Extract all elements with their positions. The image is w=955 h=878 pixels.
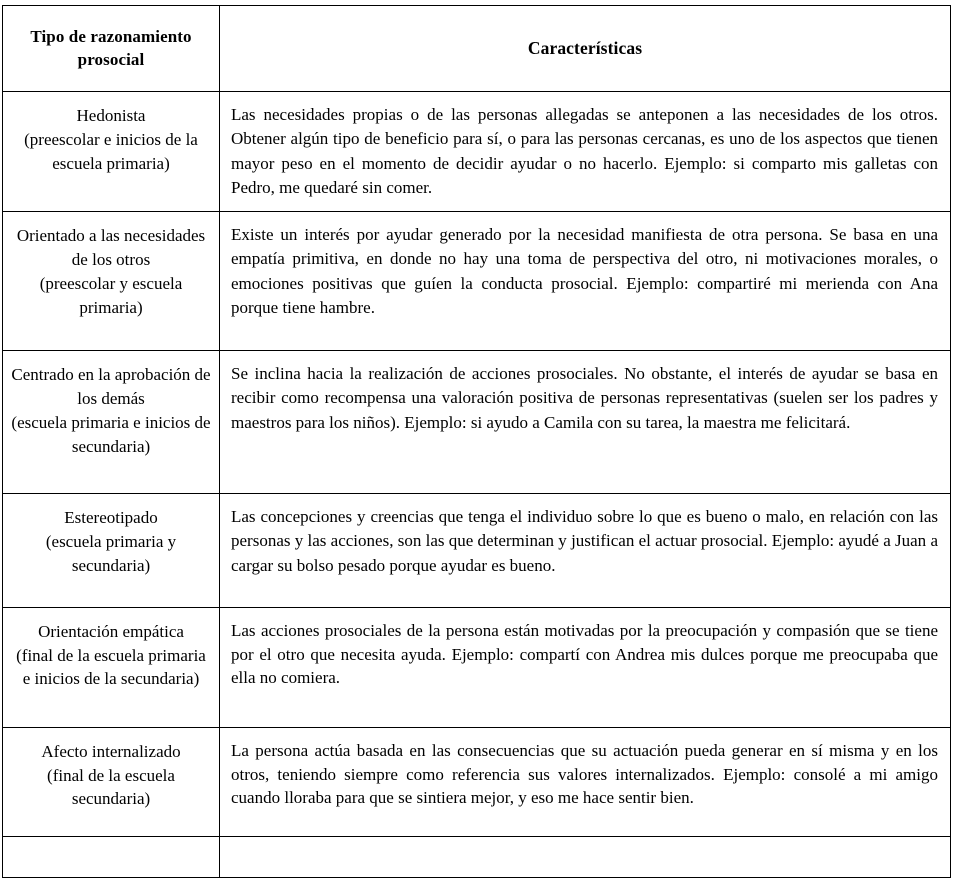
caracteristicas-text: Las concepciones y creencias que tenga el individuo sobre lo que es bueno o malo, en relación con las personas y las acciones, son las que determinan y justifican el actuar prosocial. Ejemplo: ayudé a Juan a cargar su bolso pesado porque ayudar es bueno. xyxy=(231,506,938,575)
cell-caracteristicas xyxy=(220,727,951,836)
table-row xyxy=(3,92,951,212)
cell-caracteristicas xyxy=(220,493,951,607)
caracteristicas-text: Las necesidades propias o de las personas allegadas se anteponen a las necesidades de los otros. Obtener algún tipo de beneficio para sí, o para las personas cercanas, es uno de los aspectos que tienen mayor peso en el momento de decidir ayudar o no hacerlo. Ejemplo: si comparto mis galletas con Pedro, me quedaré sin comer. xyxy=(231,105,938,198)
cell-caracteristicas xyxy=(220,607,951,727)
cell-caracteristicas xyxy=(220,92,951,212)
table-row xyxy=(3,607,951,727)
caracteristicas-text: Se inclina hacia la realización de acciones prosociales. No obstante, el interés de ayudar se basa en recibir como recompensa una valoración positiva de personas representativas (suelen ser los padres y maestros para los niños). Ejemplo: si ayudo a Camila con su tarea, la maestra me felicitará. xyxy=(231,363,938,432)
column-header-tipo xyxy=(3,6,220,92)
table-row xyxy=(3,350,951,493)
table-container xyxy=(2,5,950,878)
caracteristicas-text: La persona actúa basada en las consecuencias que su actuación pueda generar en sí misma y en los otros, teniendo siempre como referencia sus valores internalizados. Ejemplo: consolé a mi amigo cuando lloraba para que se sintiera mejor, y eso me hace sentir bien. xyxy=(231,740,938,808)
tipo-text: Orientado a las necesidades de los otros (preescolar y escuela primaria) xyxy=(16,225,206,318)
prosocial-reasoning-table xyxy=(2,5,951,878)
column-header-caracteristicas xyxy=(220,6,951,92)
cell-tipo xyxy=(3,727,220,836)
table-header-row xyxy=(3,6,951,92)
table-row xyxy=(3,727,951,836)
tipo-text: Orientación empática (final de la escuela primaria e inicios de la secundaria) xyxy=(16,621,206,689)
table-row xyxy=(3,211,951,350)
table-header xyxy=(3,6,951,92)
column-header-tipo-label: Tipo de razonamiento prosocial xyxy=(30,27,192,69)
table-body xyxy=(3,92,951,878)
tipo-text: Estereotipado (escuela primaria y secundaria) xyxy=(45,507,177,576)
tipo-text: Centrado en la aprobación de los demás (escuela primaria e inicios de secundaria) xyxy=(11,364,211,457)
cell-tipo xyxy=(3,92,220,212)
cell-caracteristicas xyxy=(220,211,951,350)
cell-tipo xyxy=(3,836,220,877)
cell-tipo xyxy=(3,493,220,607)
cell-caracteristicas xyxy=(220,350,951,493)
tipo-text: Afecto internalizado (final de la escuela secundaria) xyxy=(41,741,181,809)
cell-tipo xyxy=(3,350,220,493)
column-header-caracteristicas-label: Características xyxy=(527,37,643,58)
cell-caracteristicas xyxy=(220,836,951,877)
table-row-partial xyxy=(3,836,951,877)
caracteristicas-text: Existe un interés por ayudar generado por la necesidad manifiesta de otra persona. Se basa en una empatía primitiva, en donde no hay una toma de perspectiva del otro, ni motivaciones morales, o emociones positivas que guíen la conducta prosocial. Ejemplo: compartiré mi merienda con Ana porque tiene hambre. xyxy=(231,224,938,318)
tipo-text: Hedonista (preescolar e inicios de la escuela primaria) xyxy=(24,106,198,174)
cell-tipo xyxy=(3,607,220,727)
cell-tipo xyxy=(3,211,220,350)
table-row xyxy=(3,493,951,607)
caracteristicas-text: Las acciones prosociales de la persona están motivadas por la preocupación y compasión que se tiene por el otro que necesita ayuda. Ejemplo: compartí con Andrea mis dulces porque me preocupaba que ella no comiera. xyxy=(231,620,938,688)
